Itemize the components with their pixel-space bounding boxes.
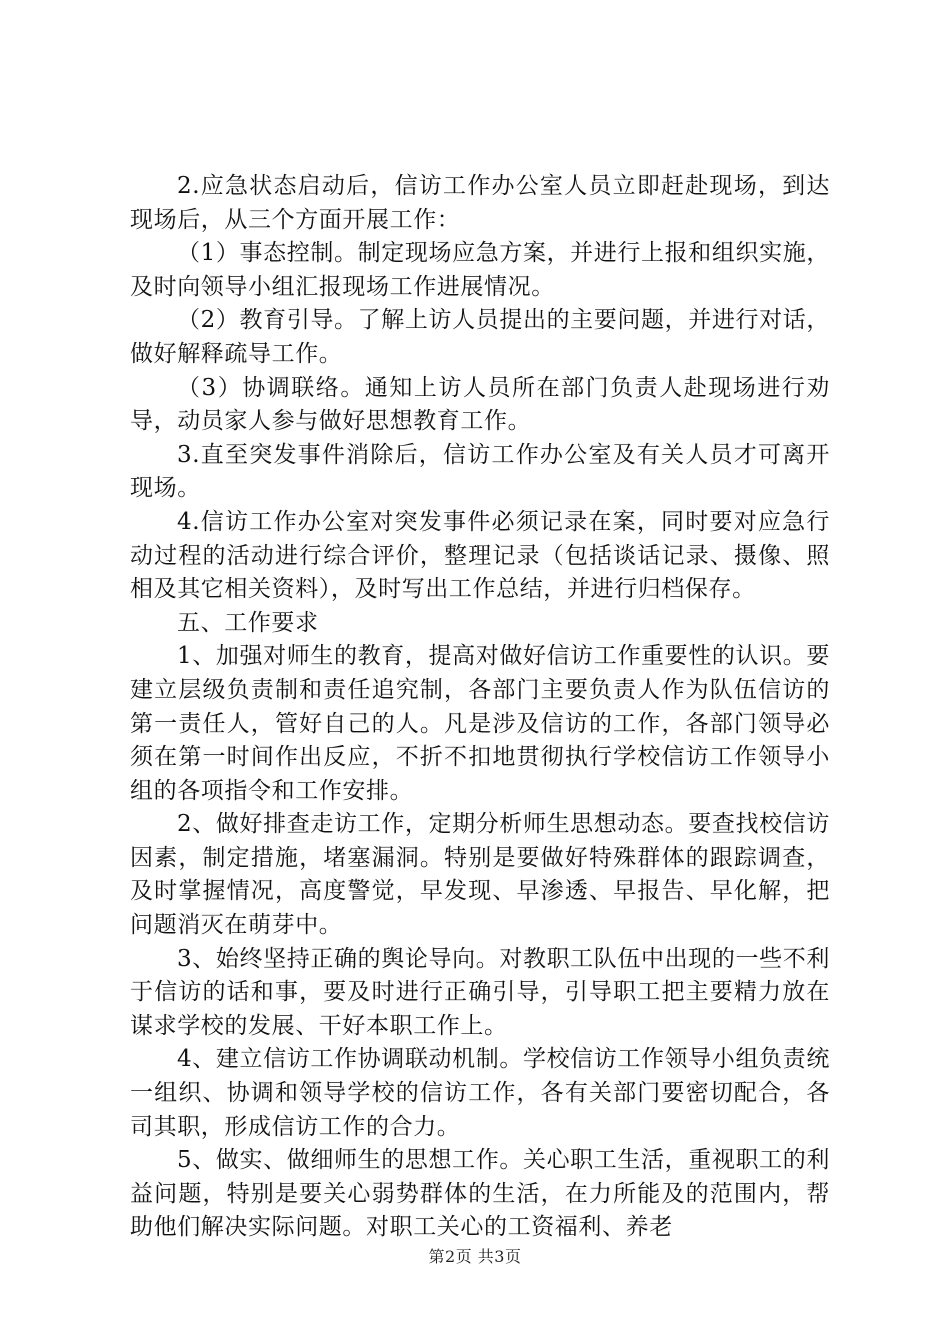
- section-heading-work-requirements: 五、工作要求: [177, 609, 319, 636]
- paragraph-situation-control: （1）事态控制。制定现场应急方案，并进行上报和组织实施，及时向领导小组汇报现场工作进展情况。: [130, 240, 830, 300]
- document-body: [130, 170, 830, 1245]
- paragraph-record-keeping: 4.信访工作办公室对突发事件必须记录在案，同时要对应急行动过程的活动进行综合评价，整理记录（包括谈话记录、摄像、照相及其它相关资料），及时写出工作总结，并进行归档保存。: [130, 508, 830, 603]
- paragraph-coordination: （3）协调联络。通知上访人员所在部门负责人赴现场进行劝导，动员家人参与做好思想教育工作。: [130, 374, 830, 435]
- paragraph-requirement-1: 1、加强对师生的教育，提高对做好信访工作重要性的认识。要建立层级负责制和责任追究制，各部门主要负责人作为队伍信访的第一责任人，管好自己的人。凡是涉及信访的工作，各部门领导必须在第一时间作出反应，不折不扣地贯彻执行学校信访工作领导小组的各项指令和工作安排。: [130, 643, 830, 804]
- paragraph-requirement-2: 2、做好排查走访工作，定期分析师生思想动态。要查找校信访因素，制定措施，堵塞漏洞。特别是要做好特殊群体的跟踪调查，及时掌握情况，高度警觉，早发现、早渗透、早报告、早化解，把问题消灭在萌芽中。: [130, 811, 830, 939]
- paragraph-emergency-start: 2.应急状态启动后，信访工作办公室人员立即赶赴现场，到达现场后，从三个方面开展工作：: [130, 173, 830, 233]
- paragraph-education-guidance: （2）教育引导。了解上访人员提出的主要问题，并进行对话，做好解释疏导工作。: [130, 307, 830, 367]
- paragraph-requirement-4: 4、建立信访工作协调联动机制。学校信访工作领导小组负责统一组织、协调和领导学校的信访工作，各有关部门要密切配合，各司其职，形成信访工作的合力。: [130, 1046, 830, 1140]
- paragraph-requirement-3: 3、始终坚持正确的舆论导向。对教职工队伍中出现的一些不利于信访的话和事，要及时进行正确引导，引导职工把主要精力放在谋求学校的发展、干好本职工作上。: [130, 945, 830, 1039]
- page-number-footer: 第2页 共3页: [428, 1247, 522, 1266]
- paragraph-leave-scene: 3.直至突发事件消除后，信访工作办公室及有关人员才可离开现场。: [130, 441, 830, 502]
- paragraph-requirement-5: 5、做实、做细师生的思想工作。关心职工生活，重视职工的利益问题，特别是要关心弱势群体的生活，在力所能及的范围内，帮助他们解决实际问题。对职工关心的工资福利、养老: [130, 1147, 830, 1241]
